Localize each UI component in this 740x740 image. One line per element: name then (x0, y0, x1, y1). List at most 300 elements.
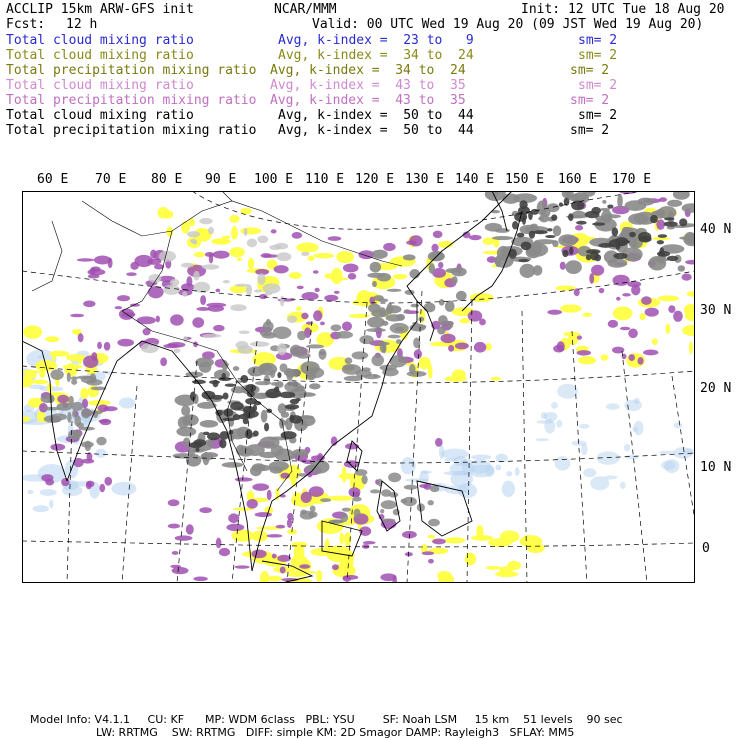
field-blob (388, 472, 401, 482)
field-blob (348, 273, 356, 280)
field-blob (186, 276, 192, 286)
model-info-line2: LW: RRTMG SW: RRTMG DIFF: simple KM: 2D Smagor DAMP: Rayleigh3 SFLAY: MM5 (96, 726, 575, 739)
field-blob (280, 494, 286, 497)
field-blob (182, 416, 192, 426)
field-blob (271, 445, 284, 456)
legend-name: Total cloud mixing ratio (6, 33, 194, 48)
field-blob (251, 549, 266, 558)
legend-avg: Avg, k-index = 43 to 35 (270, 78, 466, 93)
field-blob (577, 350, 591, 355)
field-blob (104, 342, 111, 351)
field-blob (641, 296, 651, 305)
field-blob (49, 500, 53, 509)
field-blob (181, 263, 194, 268)
field-blob (354, 509, 361, 518)
field-blob (202, 334, 222, 338)
field-blob (578, 356, 596, 364)
field-blob (274, 265, 289, 273)
field-blob (296, 306, 302, 311)
field-blob (187, 231, 200, 237)
field-blob (664, 217, 674, 220)
field-blob (285, 404, 299, 409)
lon-label: 130 E (405, 172, 445, 187)
field-blob (134, 255, 153, 267)
field-blob (271, 229, 277, 233)
field-blob (115, 306, 123, 309)
field-blob (553, 225, 561, 236)
field-blob (521, 242, 532, 251)
field-blob (431, 244, 438, 252)
legend-sm: sm= 2 (578, 108, 618, 123)
field-blob (342, 322, 352, 332)
field-blob (237, 345, 252, 354)
field-blob (432, 538, 446, 544)
field-blob (616, 297, 620, 301)
field-blob (320, 498, 331, 502)
field-blob (261, 410, 268, 423)
field-blob (547, 228, 552, 231)
field-blob (533, 265, 543, 276)
field-blob (492, 236, 513, 240)
field-blob (291, 542, 307, 548)
field-blob (547, 310, 562, 315)
field-blob (330, 277, 348, 280)
field-blob (159, 251, 176, 262)
field-blob (559, 202, 563, 206)
field-blob (448, 345, 454, 352)
field-blob (659, 247, 664, 256)
legend-sm: sm= 2 (578, 78, 618, 93)
field-blob (446, 321, 453, 329)
field-blob (267, 490, 272, 500)
field-blob (381, 321, 388, 326)
field-blob (247, 239, 257, 248)
lat-label: 0 (702, 541, 710, 556)
field-blob (569, 247, 573, 255)
field-blob (551, 402, 558, 409)
field-blob (678, 265, 686, 271)
field-blob (189, 442, 202, 448)
field-blob (32, 380, 48, 384)
field-blob (85, 441, 92, 452)
field-blob (81, 459, 94, 464)
field-blob (444, 537, 465, 543)
lon-label: 70 E (95, 172, 127, 187)
field-blob (314, 253, 334, 259)
field-blob (181, 221, 190, 234)
field-blob (397, 314, 405, 321)
field-blob (141, 343, 159, 353)
legend-sm: sm= 2 (570, 123, 610, 138)
field-blob (257, 236, 268, 244)
field-blob (485, 465, 495, 477)
field-blob (531, 209, 539, 215)
field-blob (403, 254, 416, 260)
forecast-hour: 12 h (66, 17, 98, 32)
field-blob (331, 520, 343, 524)
field-blob (585, 211, 600, 218)
field-blob (71, 379, 77, 385)
field-blob (627, 281, 641, 287)
field-blob (213, 325, 225, 332)
field-blob (362, 475, 368, 484)
model-info-line1: Model Info: V4.1.1 CU: KF MP: WDM 6class PBL: YSU SF: Noah LSM 15 km 51 levels 90 sec (30, 713, 623, 726)
field-blob (219, 439, 226, 448)
field-blob (299, 564, 310, 568)
field-blob (428, 559, 434, 564)
field-blob (156, 316, 160, 323)
field-blob (479, 319, 486, 326)
field-blob (571, 440, 586, 446)
field-blob (37, 355, 43, 358)
field-blob (589, 273, 594, 284)
field-blob (328, 236, 342, 241)
field-blob (638, 357, 644, 365)
field-blob (343, 264, 359, 273)
field-blob (534, 239, 556, 244)
field-blob (667, 226, 675, 229)
field-blob (230, 304, 247, 311)
field-blob (571, 200, 584, 210)
field-blob (50, 369, 63, 380)
field-blob (87, 269, 105, 276)
field-blob (173, 348, 180, 353)
field-blob (163, 210, 174, 219)
field-blob (77, 258, 94, 261)
field-blob (342, 466, 347, 482)
field-blob (306, 344, 324, 348)
field-blob (679, 218, 687, 226)
field-blob (277, 372, 281, 378)
field-blob (444, 471, 470, 476)
field-blob (310, 506, 316, 513)
field-blob (667, 256, 679, 261)
field-blob (620, 482, 626, 489)
field-blob (625, 200, 647, 211)
field-blob (324, 295, 338, 301)
field-blob (50, 444, 65, 451)
field-blob (263, 321, 274, 331)
field-blob (315, 288, 320, 292)
field-blob (336, 331, 353, 339)
field-blob (259, 364, 272, 371)
legend-name: Total precipitation mixing ratio (6, 93, 257, 108)
field-blob (370, 262, 381, 273)
field-blob (343, 364, 355, 370)
field-blob (95, 449, 107, 458)
field-blob (316, 570, 322, 582)
field-blob (213, 251, 230, 259)
field-blob (287, 513, 293, 520)
field-blob (225, 384, 236, 387)
field-blob (520, 264, 536, 278)
field-blob (52, 352, 56, 360)
field-blob (45, 336, 59, 342)
field-blob (280, 391, 296, 398)
field-blob (71, 402, 83, 411)
field-blob (83, 355, 98, 367)
field-blob (160, 357, 167, 366)
field-blob (287, 315, 297, 323)
field-blob (296, 242, 318, 252)
field-blob (643, 350, 658, 356)
field-blob (267, 576, 282, 582)
field-blob (39, 369, 45, 378)
field-blob (471, 454, 491, 459)
field-blob (624, 444, 630, 452)
field-blob (633, 421, 643, 435)
field-blob (656, 219, 665, 230)
field-blob (97, 342, 102, 349)
field-blob (286, 370, 293, 381)
field-blob (555, 456, 571, 471)
field-blob (583, 313, 592, 317)
forecast-map (22, 191, 695, 583)
field-blob (308, 511, 317, 517)
field-blob (429, 263, 435, 274)
field-blob (469, 235, 482, 240)
field-blob (172, 551, 179, 555)
field-blob (414, 349, 422, 358)
field-blob (281, 411, 289, 417)
field-blob (41, 474, 53, 481)
field-blob (301, 292, 318, 300)
field-blob (163, 285, 180, 295)
field-blob (233, 366, 239, 371)
field-blob (418, 317, 424, 322)
field-blob (318, 349, 326, 360)
field-blob (264, 423, 269, 432)
field-blob (86, 379, 103, 385)
field-blob (67, 372, 71, 382)
field-blob (380, 573, 396, 581)
field-blob (313, 270, 319, 273)
legend-avg: Avg, k-index = 50 to 44 (278, 108, 474, 123)
field-blob (235, 477, 253, 481)
field-blob (223, 408, 233, 416)
field-blob (622, 293, 631, 296)
field-blob (279, 420, 288, 425)
field-blob (297, 331, 306, 340)
field-blob (252, 463, 266, 471)
field-blob (216, 538, 222, 549)
lon-label: 110 E (305, 172, 345, 187)
field-blob (277, 343, 287, 355)
field-blob (252, 483, 269, 490)
field-blob (518, 259, 529, 262)
field-blob (612, 227, 619, 236)
field-blob (359, 335, 373, 344)
field-blob (444, 458, 457, 461)
field-blob (62, 485, 82, 496)
field-blob (506, 471, 512, 476)
field-blob (409, 364, 416, 374)
field-blob (267, 534, 283, 537)
legend-sm: sm= 2 (578, 48, 618, 63)
field-blob (343, 575, 358, 580)
field-blob (287, 573, 307, 577)
field-blob (404, 309, 410, 312)
field-blob (301, 252, 310, 256)
field-blob (440, 334, 455, 343)
field-blob (474, 342, 487, 353)
field-blob (205, 252, 214, 257)
field-blob (439, 445, 444, 459)
field-blob (452, 369, 466, 379)
field-blob (239, 330, 250, 333)
field-blob (640, 313, 646, 320)
field-blob (214, 238, 229, 244)
field-blob (332, 564, 339, 570)
field-blob (455, 342, 469, 349)
field-blob (148, 286, 164, 298)
field-blob (372, 281, 377, 287)
field-blob (393, 274, 408, 279)
field-blob (265, 291, 272, 295)
field-blob (665, 323, 670, 334)
field-blob (575, 225, 583, 231)
field-blob (401, 499, 407, 504)
field-blob (295, 398, 301, 401)
field-blob (488, 538, 512, 547)
field-blob (574, 288, 580, 296)
field-blob (246, 499, 257, 509)
field-blob (553, 345, 564, 353)
field-blob (289, 272, 302, 279)
field-blob (195, 448, 199, 452)
field-blob (276, 525, 286, 529)
field-blob (253, 430, 259, 436)
field-blob (416, 325, 426, 329)
field-blob (664, 459, 679, 473)
field-blob (465, 552, 476, 565)
field-blob (433, 231, 443, 239)
field-blob (126, 272, 137, 276)
field-blob (452, 276, 458, 284)
lon-label: 150 E (505, 172, 545, 187)
field-blob (100, 419, 112, 425)
field-blob (23, 325, 42, 338)
field-blob (586, 254, 591, 260)
field-blob (624, 400, 642, 411)
field-blob (301, 313, 308, 320)
field-blob (228, 513, 239, 523)
field-blob (193, 271, 199, 281)
field-blob (77, 376, 93, 379)
field-blob (404, 485, 418, 490)
field-blob (281, 431, 297, 439)
lon-label: 120 E (355, 172, 395, 187)
field-blob (445, 301, 455, 312)
field-blob (638, 232, 651, 242)
lat-label: 40 N (700, 222, 732, 237)
field-blob (664, 221, 678, 226)
field-blob (560, 262, 566, 270)
field-blob (438, 262, 443, 268)
field-blob (527, 543, 545, 553)
field-blob (579, 424, 589, 429)
field-blob (684, 448, 695, 455)
field-blob (200, 420, 218, 428)
field-blob (261, 253, 272, 258)
field-blob (230, 402, 244, 411)
field-blob (551, 214, 557, 220)
field-blob (308, 256, 315, 262)
legend-sm: sm= 2 (570, 93, 610, 108)
field-blob (194, 252, 205, 257)
lat-label: 10 N (700, 460, 732, 475)
field-blob (652, 338, 658, 345)
field-blob (378, 299, 388, 303)
field-blob (470, 293, 494, 302)
field-blob (27, 490, 33, 494)
field-blob (428, 519, 440, 527)
field-blob (339, 532, 344, 544)
lon-label: 160 E (558, 172, 598, 187)
field-blob (606, 403, 620, 410)
field-blob (397, 258, 402, 264)
field-blob (557, 384, 578, 399)
field-blob (117, 339, 134, 347)
field-blob (245, 429, 252, 439)
field-blob (545, 235, 555, 238)
field-blob (529, 231, 535, 239)
lat-label: 30 N (700, 303, 732, 318)
field-blob (616, 244, 620, 250)
field-blob (568, 213, 573, 221)
field-blob (427, 500, 433, 505)
field-blob (336, 251, 354, 263)
field-blob (362, 544, 370, 549)
field-blob (427, 535, 435, 539)
field-blob (231, 226, 238, 240)
field-blob (495, 464, 501, 470)
field-blob (515, 467, 520, 476)
legend-name: Total cloud mixing ratio (6, 48, 194, 63)
field-blob (237, 258, 243, 261)
field-blob (199, 507, 212, 513)
field-blob (71, 376, 78, 380)
field-blob (438, 315, 448, 325)
forecast-label: Fcst: (6, 17, 46, 32)
field-blob (297, 286, 304, 290)
field-blob (190, 392, 196, 401)
field-blob (219, 548, 230, 556)
field-blob (269, 245, 281, 250)
field-blob (381, 519, 396, 522)
field-blob (76, 431, 82, 440)
field-blob (594, 254, 601, 261)
field-blob (658, 234, 668, 238)
field-blob (583, 468, 596, 477)
field-blob (628, 329, 638, 339)
field-blob (207, 305, 224, 311)
field-blob (409, 235, 422, 246)
field-blob (190, 239, 197, 243)
field-blob (607, 258, 627, 267)
legend-avg: Avg, k-index = 50 to 44 (278, 123, 474, 138)
legend-name: Total cloud mixing ratio (6, 78, 194, 93)
field-blob (629, 232, 636, 238)
legend-name: Total precipitation mixing ratio (6, 123, 257, 138)
field-blob (389, 492, 399, 498)
field-blob (223, 392, 229, 399)
field-blob (67, 412, 71, 423)
field-blob (370, 489, 380, 493)
field-blob (265, 389, 281, 399)
field-blob (70, 314, 84, 317)
field-blob (388, 335, 401, 339)
